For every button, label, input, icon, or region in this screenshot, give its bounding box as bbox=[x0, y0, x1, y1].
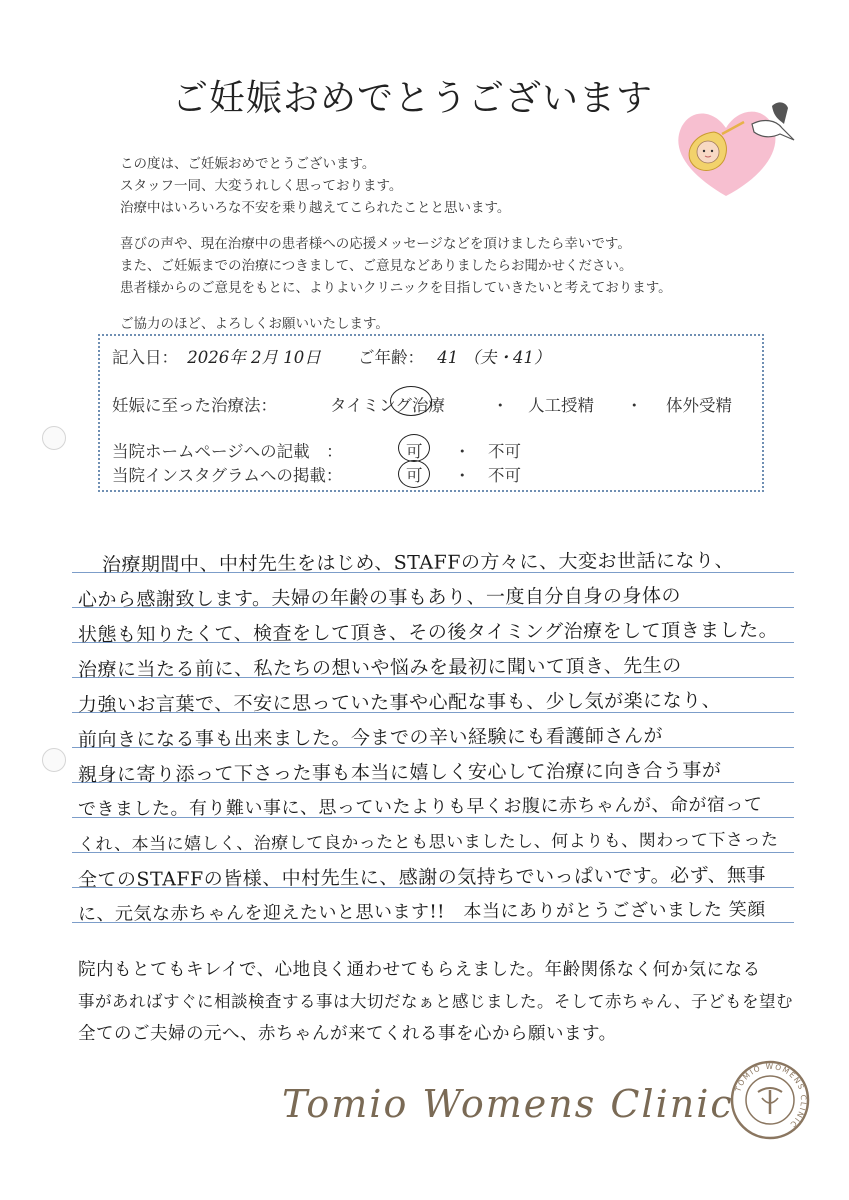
separator: ・ bbox=[492, 396, 509, 415]
separator: ・ bbox=[454, 466, 471, 485]
entry-date-value: 2026年 2月 10日 bbox=[187, 348, 321, 367]
message-line: 状態も知りたくて、検査をして頂き、その後タイミング治療をして頂きました。 bbox=[77, 619, 779, 646]
treatment-option-timing[interactable]: タイミング治療 bbox=[330, 396, 445, 415]
intro-line: また、ご妊娠までの治療につきまして、ご意見などありましたらお聞かせください。 bbox=[120, 258, 633, 274]
form-box bbox=[98, 334, 764, 492]
message-line: 親身に寄り添って下さった事も本当に嬉しく安心して治療に向き合う事が bbox=[77, 759, 722, 786]
message-extra-line: 全てのご夫婦の元へ、赤ちゃんが来てくれる事を心から願います。 bbox=[78, 1024, 617, 1044]
separator: ・ bbox=[454, 442, 471, 461]
message-line: くれ、本当に嬉しく、治療して良かったとも思いましたし、何よりも、関わって下さった bbox=[77, 830, 779, 855]
message-line: に、元気な赤ちゃんを迎えたいと思います!! 本当にありがとうございました 笑顔 bbox=[77, 899, 766, 925]
message-line: 力強いお言葉で、不安に思っていた事や心配な事も、少し気が楽になり、 bbox=[77, 689, 722, 716]
instagram-option-no[interactable]: 不可 bbox=[488, 466, 521, 485]
intro-line: この度は、ご妊娠おめでとうございます。 bbox=[120, 156, 376, 172]
stork-baby-illustration bbox=[668, 94, 800, 204]
homepage-option-yes[interactable]: 可 bbox=[406, 442, 423, 461]
treatment-option-iui[interactable]: 人工授精 bbox=[528, 396, 594, 415]
message-line: 前向きになる事も出来ました。今までの辛い経験にも看護師さんが bbox=[77, 724, 664, 751]
selected-circle-mark bbox=[398, 434, 430, 462]
clinic-logo-seal bbox=[728, 1058, 812, 1142]
instagram-row bbox=[112, 462, 342, 486]
age-label: ご年齢： bbox=[357, 348, 424, 367]
intro-line: スタッフ一同、大変うれしく思っております。 bbox=[120, 178, 403, 194]
message-line: 全てのSTAFFの皆様、中村先生に、感謝の気持ちでいっぱいです。必ず、無事 bbox=[77, 864, 767, 891]
treatment-option-ivf[interactable]: 体外受精 bbox=[666, 396, 732, 415]
message-line: 治療に当たる前に、私たちの想いや悩みを最初に聞いて頂き、先生の bbox=[77, 654, 682, 681]
clinic-name: Tomio Womens Clinic bbox=[282, 1082, 734, 1126]
message-extra-line: 事があればすぐに相談検査する事は大切だなぁと感じました。そして赤ちゃん、子どもを望む bbox=[78, 992, 793, 1011]
selected-circle-mark bbox=[390, 386, 432, 416]
punch-hole bbox=[42, 426, 66, 450]
message-line: 治療期間中、中村先生をはじめ、STAFFの方々に、大変お世話になり、 bbox=[101, 549, 735, 576]
homepage-row bbox=[112, 438, 343, 462]
intro-line: 喜びの声や、現在治療中の患者様への応援メッセージなどを頂けましたら幸いです。 bbox=[120, 236, 631, 252]
instagram-option-yes[interactable]: 可 bbox=[406, 466, 423, 485]
intro-line: 患者様からのご意見をもとに、よりよいクリニックを目指していきたいと考えております。 bbox=[120, 280, 672, 296]
message-area bbox=[72, 538, 794, 925]
instagram-label: 当院インスタグラムへの掲載： bbox=[112, 466, 343, 485]
age-value: 41 （夫・41） bbox=[437, 348, 551, 367]
homepage-option-no[interactable]: 不可 bbox=[488, 442, 521, 461]
intro-line: ご協力のほど、よろしくお願いいたします。 bbox=[120, 316, 389, 332]
punch-hole bbox=[42, 748, 66, 772]
svg-text:TOMIO WOMENS CLINIC: TOMIO WOMENS CLINIC bbox=[733, 1061, 809, 1130]
message-extra bbox=[78, 956, 808, 1056]
homepage-label: 当院ホームページへの記載 ： bbox=[112, 442, 343, 461]
selected-circle-mark bbox=[398, 460, 430, 488]
treatment-label: 妊娠に至った治療法： bbox=[112, 396, 277, 415]
page-title: ご妊娠おめでとうございます bbox=[172, 78, 654, 119]
message-line: できました。有り難い事に、思っていたよりも早くお腹に赤ちゃんが、命が宿って bbox=[77, 794, 763, 820]
entry-date-label: 記入日： bbox=[112, 348, 178, 367]
intro-line: 治療中はいろいろな不安を乗り越えてこられたことと思います。 bbox=[120, 200, 511, 216]
treatment-row bbox=[112, 392, 277, 416]
message-line: 心から感謝致します。夫婦の年齢の事もあり、一度自分自身の身体の bbox=[77, 584, 682, 611]
message-extra-line: 院内もとてもキレイで、心地良く通わせてもらえました。年齢関係なく何か気になる bbox=[78, 960, 761, 980]
separator: ・ bbox=[626, 396, 643, 415]
entry-date-row bbox=[112, 344, 550, 368]
